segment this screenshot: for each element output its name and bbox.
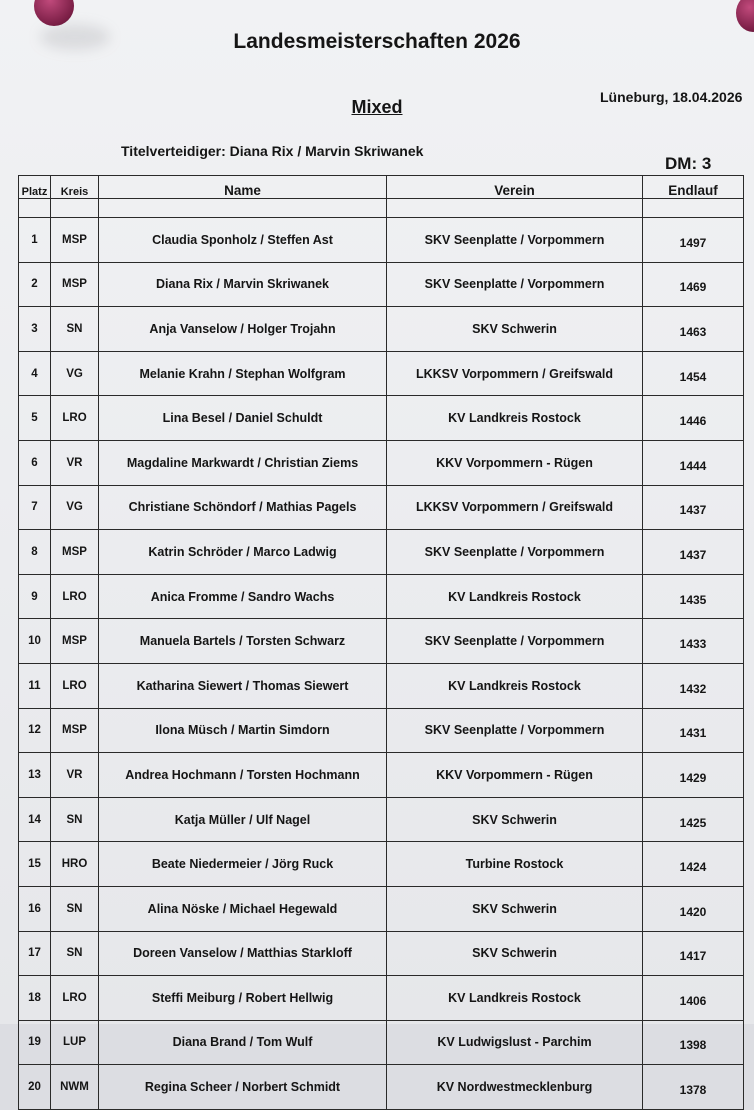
cell-name: Regina Scheer / Norbert Schmidt	[99, 1065, 387, 1110]
page-title: Landesmeisterschaften 2026	[233, 30, 521, 53]
table-row	[19, 351, 744, 396]
cell-endlauf: 1417	[643, 931, 744, 976]
cell-platz: 15	[19, 842, 51, 887]
cell-name: Katja Müller / Ulf Nagel	[99, 797, 387, 842]
cell-endlauf: 1406	[643, 976, 744, 1021]
cell-kreis: MSP	[51, 262, 99, 307]
cell-kreis: MSP	[51, 218, 99, 263]
table-row	[19, 886, 744, 931]
cell-verein: KV Landkreis Rostock	[387, 976, 643, 1021]
cell-verein: SKV Seenplatte / Vorpommern	[387, 218, 643, 263]
title-defender: Titelverteidiger: Diana Rix / Marvin Skriwanek	[121, 143, 424, 159]
cell-platz: 1	[19, 218, 51, 263]
cell-platz: 20	[19, 1065, 51, 1110]
cell-verein: KKV Vorpommern - Rügen	[387, 753, 643, 798]
cell-endlauf: 1437	[643, 530, 744, 575]
cell-platz: 6	[19, 440, 51, 485]
cell-platz: 19	[19, 1020, 51, 1065]
cell-verein: KV Nordwestmecklenburg	[387, 1065, 643, 1110]
cell-name: Diana Rix / Marvin Skriwanek	[99, 262, 387, 307]
cell-verein: LKKSV Vorpommern / Greifswald	[387, 351, 643, 396]
table-row	[19, 440, 744, 485]
cell-platz: 2	[19, 262, 51, 307]
cell-endlauf: 1446	[643, 396, 744, 441]
cell-endlauf: 1378	[643, 1065, 744, 1110]
cell-verein: SKV Schwerin	[387, 886, 643, 931]
table-row	[19, 307, 744, 352]
location-date: Lüneburg, 18.04.2026	[600, 89, 743, 105]
cell-kreis: SN	[51, 797, 99, 842]
cell-verein: SKV Schwerin	[387, 931, 643, 976]
cell-verein: LKKSV Vorpommern / Greifswald	[387, 485, 643, 530]
cell-platz: 17	[19, 931, 51, 976]
cell-verein: SKV Schwerin	[387, 797, 643, 842]
cell-name: Claudia Sponholz / Steffen Ast	[99, 218, 387, 263]
cell-platz: 10	[19, 619, 51, 664]
column-header-verein: Verein	[387, 176, 643, 199]
cell-kreis: VR	[51, 753, 99, 798]
cell-kreis: LUP	[51, 1020, 99, 1065]
table-row	[19, 1020, 744, 1065]
cell-platz: 3	[19, 307, 51, 352]
table-row	[19, 1065, 744, 1110]
cell-verein: Turbine Rostock	[387, 842, 643, 887]
cell-kreis: MSP	[51, 708, 99, 753]
cell-kreis: VG	[51, 485, 99, 530]
cell-kreis: VR	[51, 440, 99, 485]
cell-name: Ilona Müsch / Martin Simdorn	[99, 708, 387, 753]
table-row	[19, 262, 744, 307]
column-header-kreis: Kreis	[51, 176, 99, 199]
cell-platz: 4	[19, 351, 51, 396]
cell-platz: 5	[19, 396, 51, 441]
cell-kreis: SN	[51, 307, 99, 352]
cell-endlauf: 1437	[643, 485, 744, 530]
table-row	[19, 842, 744, 887]
cell-platz: 12	[19, 708, 51, 753]
cell-kreis: MSP	[51, 530, 99, 575]
cell-platz: 11	[19, 663, 51, 708]
cell-endlauf: 1432	[643, 663, 744, 708]
cell-verein: KV Ludwigslust - Parchim	[387, 1020, 643, 1065]
cell-name: Anica Fromme / Sandro Wachs	[99, 574, 387, 619]
table-row	[19, 931, 744, 976]
cell-name: Alina Nöske / Michael Hegewald	[99, 886, 387, 931]
cell-verein: KV Landkreis Rostock	[387, 663, 643, 708]
cell-verein: KV Landkreis Rostock	[387, 396, 643, 441]
cell-endlauf: 1425	[643, 797, 744, 842]
cell-endlauf: 1429	[643, 753, 744, 798]
cell-endlauf: 1435	[643, 574, 744, 619]
cell-verein: SKV Seenplatte / Vorpommern	[387, 530, 643, 575]
cell-kreis: VG	[51, 351, 99, 396]
cell-kreis: LRO	[51, 574, 99, 619]
cell-name: Manuela Bartels / Torsten Schwarz	[99, 619, 387, 664]
cell-verein: KV Landkreis Rostock	[387, 574, 643, 619]
table-row	[19, 797, 744, 842]
pushpin-icon	[34, 0, 74, 26]
cell-name: Melanie Krahn / Stephan Wolfgram	[99, 351, 387, 396]
cell-endlauf: 1424	[643, 842, 744, 887]
table-row	[19, 753, 744, 798]
cell-name: Beate Niedermeier / Jörg Ruck	[99, 842, 387, 887]
table-row	[19, 396, 744, 441]
cell-endlauf: 1431	[643, 708, 744, 753]
column-header-platz: Platz	[19, 176, 51, 199]
table-row	[19, 708, 744, 753]
cell-kreis: NWM	[51, 1065, 99, 1110]
results-table	[18, 175, 744, 1110]
column-header-endlauf: Endlauf	[643, 176, 744, 199]
discipline-heading: Mixed	[351, 97, 403, 117]
cell-endlauf: 1497	[643, 218, 744, 263]
cell-platz: 9	[19, 574, 51, 619]
cell-verein: KKV Vorpommern - Rügen	[387, 440, 643, 485]
cell-platz: 13	[19, 753, 51, 798]
cell-name: Steffi Meiburg / Robert Hellwig	[99, 976, 387, 1021]
cell-kreis: HRO	[51, 842, 99, 887]
cell-name: Andrea Hochmann / Torsten Hochmann	[99, 753, 387, 798]
cell-verein: SKV Seenplatte / Vorpommern	[387, 619, 643, 664]
cell-name: Christiane Schöndorf / Mathias Pagels	[99, 485, 387, 530]
cell-platz: 14	[19, 797, 51, 842]
cell-name: Anja Vanselow / Holger Trojahn	[99, 307, 387, 352]
cell-kreis: LRO	[51, 663, 99, 708]
cell-platz: 16	[19, 886, 51, 931]
column-header-name: Name	[99, 176, 387, 199]
cell-kreis: LRO	[51, 976, 99, 1021]
cell-platz: 7	[19, 485, 51, 530]
cell-platz: 8	[19, 530, 51, 575]
cell-name: Magdaline Markwardt / Christian Ziems	[99, 440, 387, 485]
cell-endlauf: 1454	[643, 351, 744, 396]
cell-kreis: SN	[51, 886, 99, 931]
cell-name: Katrin Schröder / Marco Ladwig	[99, 530, 387, 575]
table-header-row	[19, 176, 744, 199]
table-row	[19, 218, 744, 263]
cell-endlauf: 1420	[643, 886, 744, 931]
dm-count: DM: 3	[665, 154, 712, 173]
table-row	[19, 485, 744, 530]
cell-name: Katharina Siewert / Thomas Siewert	[99, 663, 387, 708]
cell-endlauf: 1398	[643, 1020, 744, 1065]
cell-endlauf: 1469	[643, 262, 744, 307]
results-body	[19, 218, 744, 1110]
cell-kreis: MSP	[51, 619, 99, 664]
cell-kreis: LRO	[51, 396, 99, 441]
cell-name: Doreen Vanselow / Matthias Starkloff	[99, 931, 387, 976]
cell-endlauf: 1444	[643, 440, 744, 485]
cell-name: Lina Besel / Daniel Schuldt	[99, 396, 387, 441]
table-row	[19, 663, 744, 708]
cell-verein: SKV Schwerin	[387, 307, 643, 352]
cell-endlauf: 1433	[643, 619, 744, 664]
cell-platz: 18	[19, 976, 51, 1021]
cell-name: Diana Brand / Tom Wulf	[99, 1020, 387, 1065]
table-row	[19, 530, 744, 575]
table-row	[19, 574, 744, 619]
cell-endlauf: 1463	[643, 307, 744, 352]
cell-kreis: SN	[51, 931, 99, 976]
pushpin-icon	[736, 0, 754, 32]
table-spacer-row	[19, 199, 744, 218]
table-row	[19, 619, 744, 664]
table-row	[19, 976, 744, 1021]
cell-verein: SKV Seenplatte / Vorpommern	[387, 262, 643, 307]
cell-verein: SKV Seenplatte / Vorpommern	[387, 708, 643, 753]
